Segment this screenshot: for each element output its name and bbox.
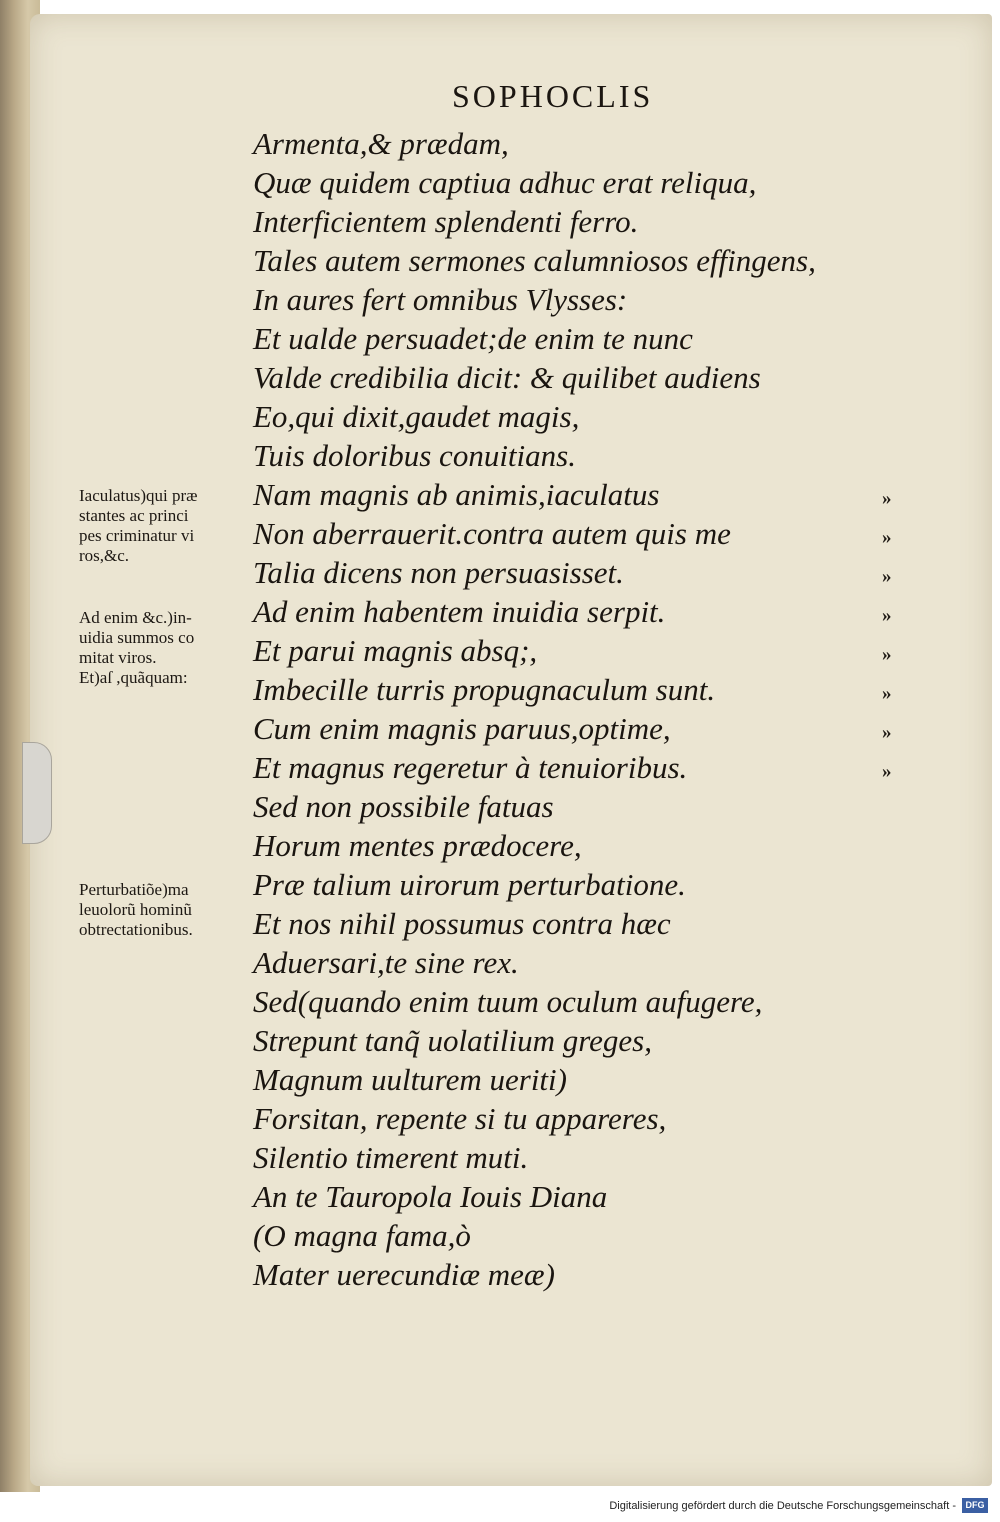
margin-note-line: Et)aſ ,quãquam: bbox=[79, 668, 188, 687]
quote-mark: » bbox=[882, 488, 892, 509]
verse-line: Tuis doloribus conuitians. bbox=[253, 438, 576, 473]
verse-line: Talia dicens non persuasisset. bbox=[253, 555, 624, 590]
verse-line: Nam magnis ab animis,iaculatus bbox=[253, 477, 660, 512]
running-head: SOPHOCLIS bbox=[452, 78, 654, 114]
verse-line: (O magna fama,ò bbox=[253, 1218, 471, 1253]
margin-note-line: ros,&c. bbox=[79, 546, 130, 565]
verse-line: Valde credibilia dicit: & quilibet audiens bbox=[253, 360, 761, 395]
verse-line: Forsitan, repente si tu appareres, bbox=[253, 1101, 667, 1136]
margin-note-line: stantes ac princi bbox=[79, 506, 189, 525]
verse-line: Strepunt tanq̃ uolatilium greges, bbox=[253, 1023, 652, 1058]
quote-mark: » bbox=[882, 527, 892, 548]
dfg-logo: DFG bbox=[962, 1498, 988, 1513]
margin-note-line: Ad enim &c.)in- bbox=[79, 608, 192, 627]
margin-note-line: obtrectationibus. bbox=[79, 920, 193, 939]
verse-line: In aures fert omnibus Vlysses: bbox=[253, 282, 628, 317]
verse-line: Ad enim habentem inuidia serpit. bbox=[253, 594, 666, 629]
quote-mark: » bbox=[882, 605, 892, 626]
verse-line: Non aberrauerit.contra autem quis me bbox=[253, 516, 731, 551]
verse-line: Et parui magnis absq;, bbox=[253, 633, 538, 668]
verse-line: Præ talium uirorum perturbatione. bbox=[253, 867, 686, 902]
verse-line: An te Tauropola Iouis Diana bbox=[253, 1179, 608, 1214]
verse-line: Silentio timerent muti. bbox=[253, 1140, 529, 1175]
margin-note-line: pes criminatur vi bbox=[79, 526, 195, 545]
quote-mark: » bbox=[882, 566, 892, 587]
verse-line: Interficientem splendenti ferro. bbox=[253, 204, 639, 239]
verse-line: Et ualde persuadet;de enim te nunc bbox=[253, 321, 693, 356]
verse-line: Sed non possibile fatuas bbox=[253, 789, 554, 824]
verse-line: Horum mentes prædocere, bbox=[253, 828, 582, 863]
quote-mark: » bbox=[882, 644, 892, 665]
quote-mark: » bbox=[882, 683, 892, 704]
footer-credit: Digitalisierung gefördert durch die Deutsche Forschungsgemeinschaft - bbox=[609, 1500, 956, 1512]
verse-line: Et nos nihil possumus contra hæc bbox=[253, 906, 671, 941]
quote-mark: » bbox=[882, 722, 892, 743]
margin-note-line: Perturbatiõe)ma bbox=[79, 880, 189, 899]
verse-line: Quæ quidem captiua adhuc erat reliqua, bbox=[253, 165, 757, 200]
verse-line: Tales autem sermones calumniosos effingens, bbox=[253, 243, 816, 278]
verse-line: Sed(quando enim tuum oculum aufugere, bbox=[253, 984, 763, 1019]
quote-mark: » bbox=[882, 761, 892, 782]
verse-line: Imbecille turris propugnaculum sunt. bbox=[253, 672, 716, 707]
verse-line: Mater uerecundiæ meæ) bbox=[253, 1257, 555, 1292]
verse-line: Armenta,& prædam, bbox=[253, 126, 509, 161]
margin-note-line: Iaculatus)qui præ bbox=[79, 486, 198, 505]
verse-line: Et magnus regeretur à tenuioribus. bbox=[253, 750, 688, 785]
verse-line: Eo,qui dixit,gaudet magis, bbox=[253, 399, 580, 434]
page-clip bbox=[22, 742, 52, 844]
verse-line: Cum enim magnis paruus,optime, bbox=[253, 711, 671, 746]
verse-line: Magnum uulturem ueriti) bbox=[253, 1062, 567, 1097]
margin-note-line: mitat viros. bbox=[79, 648, 157, 667]
verse-line: Aduersari,te sine rex. bbox=[253, 945, 519, 980]
margin-note-line: leuolorũ hominũ bbox=[79, 900, 192, 919]
margin-note-line: uidia summos co bbox=[79, 628, 195, 647]
footer-bar bbox=[0, 1492, 1000, 1522]
